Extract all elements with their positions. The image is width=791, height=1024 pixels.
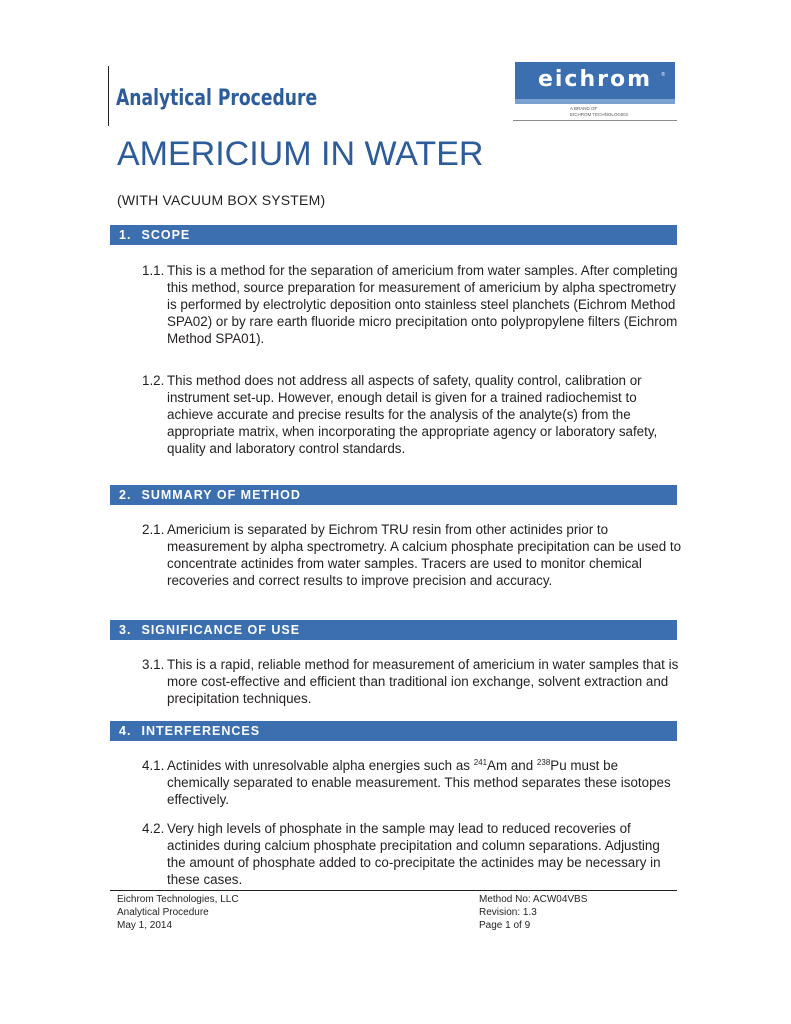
paragraph-3-1 <box>142 656 682 707</box>
document-title: AMERICIUM IN WATER <box>117 135 484 173</box>
footer-company: Eichrom Technologies, LLC <box>117 894 239 905</box>
paragraph-text: Americium is separated by Eichrom TRU resin from other actinides prior to measurement by alpha spectrometry. A calcium phosphate precipitation can be used to concentrate actinides from water samples. Tracers are used to monitor chemical recoveries and correct results to improve precision and accuracy. <box>167 522 682 588</box>
section-heading-summary-of-method <box>110 485 677 505</box>
logo-tagline-line-2: EICHROM TECHNOLOGIES <box>570 112 629 117</box>
section-heading-text: INTERFERENCES <box>141 724 261 738</box>
header-title: Analytical Procedure <box>116 86 318 111</box>
section-heading-text: SIGNIFICANCE OF USE <box>141 623 301 637</box>
footer-left <box>117 893 239 932</box>
section-heading-text: SUMMARY OF METHOD <box>141 488 301 502</box>
paragraph-number: 1.2. <box>142 373 165 388</box>
section-heading-interferences <box>110 721 677 741</box>
section-heading-scope <box>110 225 677 245</box>
paragraph-text <box>167 757 682 808</box>
footer-method-number: Method No: ACW04VBS <box>479 894 588 905</box>
paragraph-4-1 <box>142 757 682 808</box>
footer-rule <box>110 890 677 891</box>
paragraph-text: Very high levels of phosphate in the sample may lead to reduced recoveries of actinides during calcium phosphate precipitation and column separations. Adjusting the amount of phosphate added to co-precipitate the actinides may be necessary in these cases. <box>167 821 661 887</box>
paragraph-text-part: Am and <box>487 758 537 773</box>
document-subtitle: (WITH VACUUM BOX SYSTEM) <box>117 192 326 208</box>
paragraph-number: 2.1. <box>142 522 165 537</box>
paragraph-text: This is a method for the separation of americium from water samples. After completing this method, source preparation for measurement of americium by alpha spectrometry is performed by electrolytic deposition onto stainless steel planchets (Eichrom Method SPA02) or by rare earth fluoride micro precipitation onto polypropylene filters (Eichrom Method SPA01). <box>167 263 678 346</box>
section-heading-significance-of-use <box>110 620 677 640</box>
paragraph-text-part: Actinides with unresolvable alpha energies such as <box>167 758 474 773</box>
paragraph-text-part: Pu must be chemically separated to enable measurement. This method separates these isotopes effectively. <box>167 758 671 807</box>
paragraph-number: 4.1. <box>142 758 165 773</box>
footer-page-number: Page 1 of 9 <box>479 920 531 931</box>
registered-mark: ® <box>661 72 665 78</box>
section-number: 4. <box>119 724 132 738</box>
isotope-mass-number: 238 <box>536 758 551 767</box>
isotope-mass-number: 241 <box>473 758 488 767</box>
section-number: 3. <box>119 623 132 637</box>
logo-wordmark: eichrom <box>537 67 653 92</box>
section-number: 2. <box>119 488 132 502</box>
logo-tagline <box>570 106 680 118</box>
paragraph-2-1 <box>142 521 682 589</box>
section-heading-text: SCOPE <box>141 228 191 242</box>
paragraph-number: 1.1. <box>142 263 165 278</box>
eichrom-logo <box>515 62 675 104</box>
footer-right <box>479 893 587 932</box>
footer-doc-type: Analytical Procedure <box>117 907 209 918</box>
paragraph-1-2 <box>142 372 682 457</box>
section-number: 1. <box>119 228 132 242</box>
footer-date: May 1, 2014 <box>117 920 173 931</box>
paragraph-text: This method does not address all aspects of safety, quality control, calibration or instrument set-up. However, enough detail is given for a trained radiochemist to achieve accurate and precise results for the analysis of the analyte(s) from the appropriate matrix, when incorporating the appropriate agency or laboratory safety, quality and laboratory control standards. <box>167 373 658 456</box>
footer-revision: Revision: 1.3 <box>479 907 537 918</box>
paragraph-text: This is a rapid, reliable method for measurement of americium in water samples that is more cost-effective and efficient than traditional ion exchange, solvent extraction and precipitation techniques. <box>167 657 679 706</box>
header-vertical-rule <box>108 66 109 126</box>
header-underline <box>513 120 677 121</box>
logo-tagline-line-1: A BRAND OF <box>570 106 598 111</box>
paragraph-number: 4.2. <box>142 821 165 836</box>
paragraph-4-2 <box>142 820 682 888</box>
paragraph-1-1 <box>142 262 682 347</box>
paragraph-number: 3.1. <box>142 657 165 672</box>
